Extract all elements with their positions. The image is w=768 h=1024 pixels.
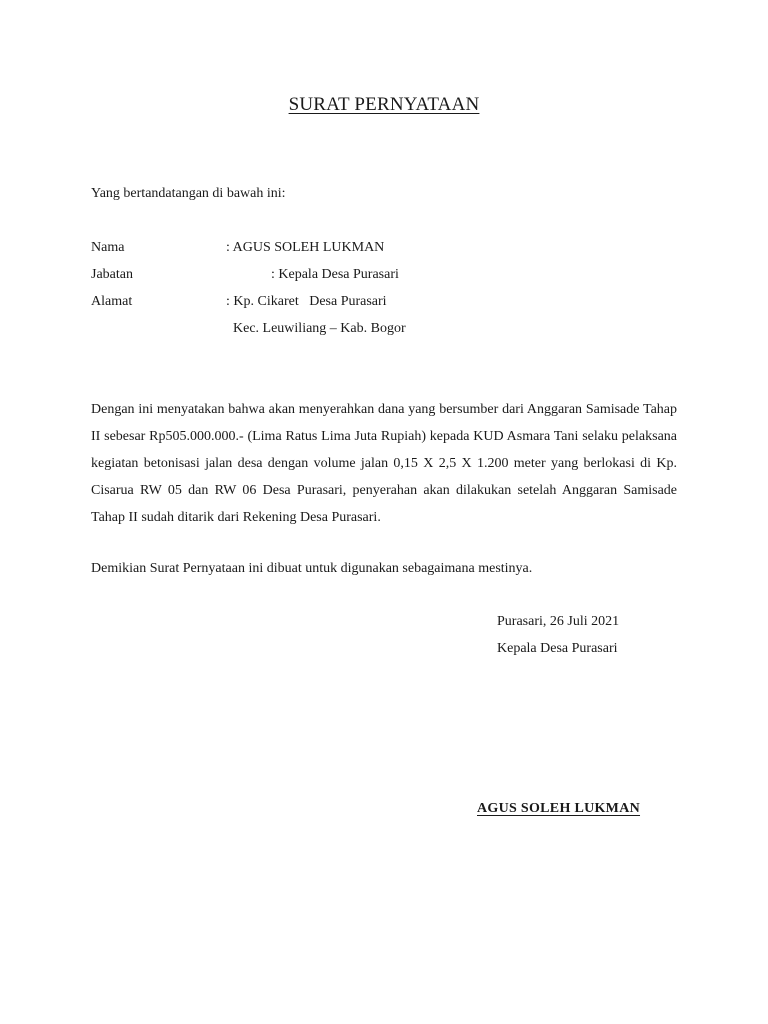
document-title: SURAT PERNYATAAN [288, 94, 480, 115]
field-value-alamat-line2: Kec. Leuwiliang – Kab. Bogor [233, 321, 406, 336]
signer-name: AGUS SOLEH LUKMAN [477, 801, 641, 816]
field-label-alamat: Alamat [91, 294, 133, 309]
field-value-jabatan: : Kepala Desa Purasari [271, 267, 399, 282]
closing-text: Demikian Surat Pernyataan ini dibuat untuk digunakan sebagaimana mestinya. [91, 561, 533, 576]
field-value-alamat: : Kp. Cikaret Desa Purasari [226, 294, 387, 309]
intro-text: Yang bertandatangan di bawah ini: [91, 186, 286, 201]
field-value-nama: : AGUS SOLEH LUKMAN [226, 240, 385, 255]
statement-paragraph: Dengan ini menyatakan bahwa akan menyerahkan dana yang bersumber dari Anggaran Samisade Tahap II sebesar Rp505.000.000.- (Lima Ratus Lima Juta Rupiah) kepada KUD Asmara Tani selaku pelaksana kegiatan betonisasi jalan desa dengan volume jalan 0,15 X 2,5 X 1.200 meter yang berlokasi di Kp. Cisarua RW 05 dan RW 06 Desa Purasari, penyerahan akan dilakukan setelah Anggaran Samisade Tahap II sudah ditarik dari Rekening Desa Purasari. [91, 402, 677, 525]
signature-position: Kepala Desa Purasari [497, 641, 618, 656]
field-label-nama: Nama [91, 240, 125, 255]
signature-place-date: Purasari, 26 Juli 2021 [497, 614, 620, 629]
field-label-jabatan: Jabatan [91, 267, 133, 282]
